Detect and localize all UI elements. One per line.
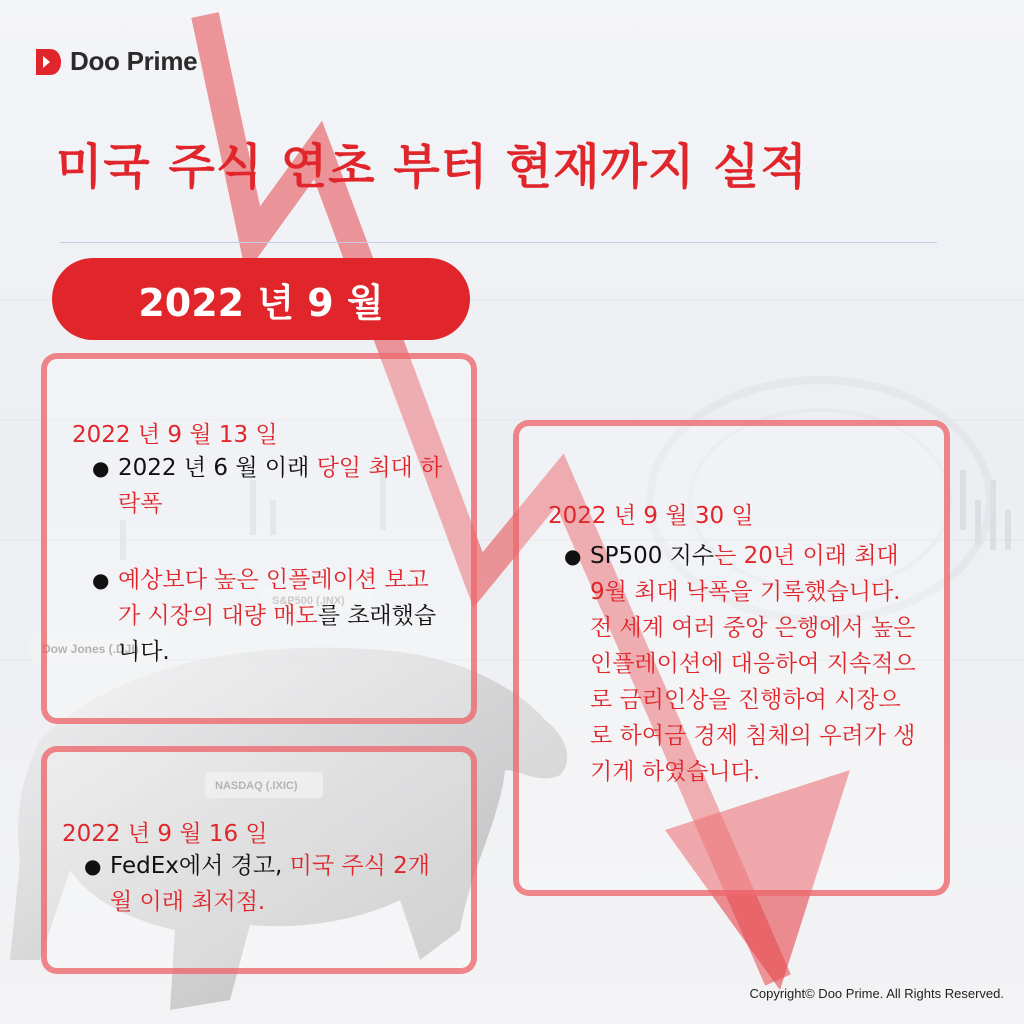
bullet-dot-icon: ● [84,854,102,878]
event-date: 2022 년 9 월 30 일 [548,503,754,529]
bullet-text: FedEx에서 경고, [110,853,290,879]
event-date: 2022 년 9 월 13 일 [72,422,278,448]
bullet-text: 2022 년 6 월 이래 [118,455,317,481]
bullet-text: SP500 지수 [590,543,715,569]
doo-prime-logo-icon [34,47,62,77]
title-divider [60,242,937,243]
month-pill: 2022 년 9 월 [52,258,470,340]
bullet-text-highlight: 는 20년 이래 최대 9월 최대 낙폭을 기록했습니다. 전 세계 여러 중앙 은행에서 높은 인플레이션에 대응하여 지속적으로 금리인상을 진행하여 시장으로 하여금 경제 침체의 우려가 생기게 하였습니다. [590,543,916,785]
svg-text:NASDAQ (.IXIC): NASDAQ (.IXIC) [215,780,298,792]
bullet-dot-icon: ● [564,544,582,568]
event-bullet [92,450,448,522]
bullet-text-highlight: 미국 주식 2개월 이래 최저점. [110,853,431,915]
svg-text:S&P500 (.INX): S&P500 (.INX) [272,595,345,607]
copyright-notice: Copyright© Doo Prime. All Rights Reserved. [749,986,1004,1001]
brand-logo [34,46,197,77]
event-bullet [564,538,920,790]
event-bullet [84,848,440,920]
bullet-text-highlight: 예상보다 높은 인플레이션 보고가 시장의 대량 매도 [118,567,429,629]
event-date: 2022 년 9 월 16 일 [62,821,268,847]
svg-text:Dow Jones (.DJI): Dow Jones (.DJI) [42,642,139,656]
bullet-text-highlight: 당일 최대 하락폭 [118,455,443,517]
brand-name: Doo Prime [70,46,198,76]
bullet-dot-icon: ● [92,456,110,480]
page-title: 미국 주식 연초 부터 현재까지 실적 [56,139,808,195]
event-bullet [92,562,448,670]
bullet-text: 를 초래했습니다. [118,603,437,665]
bullet-dot-icon: ● [92,568,110,592]
